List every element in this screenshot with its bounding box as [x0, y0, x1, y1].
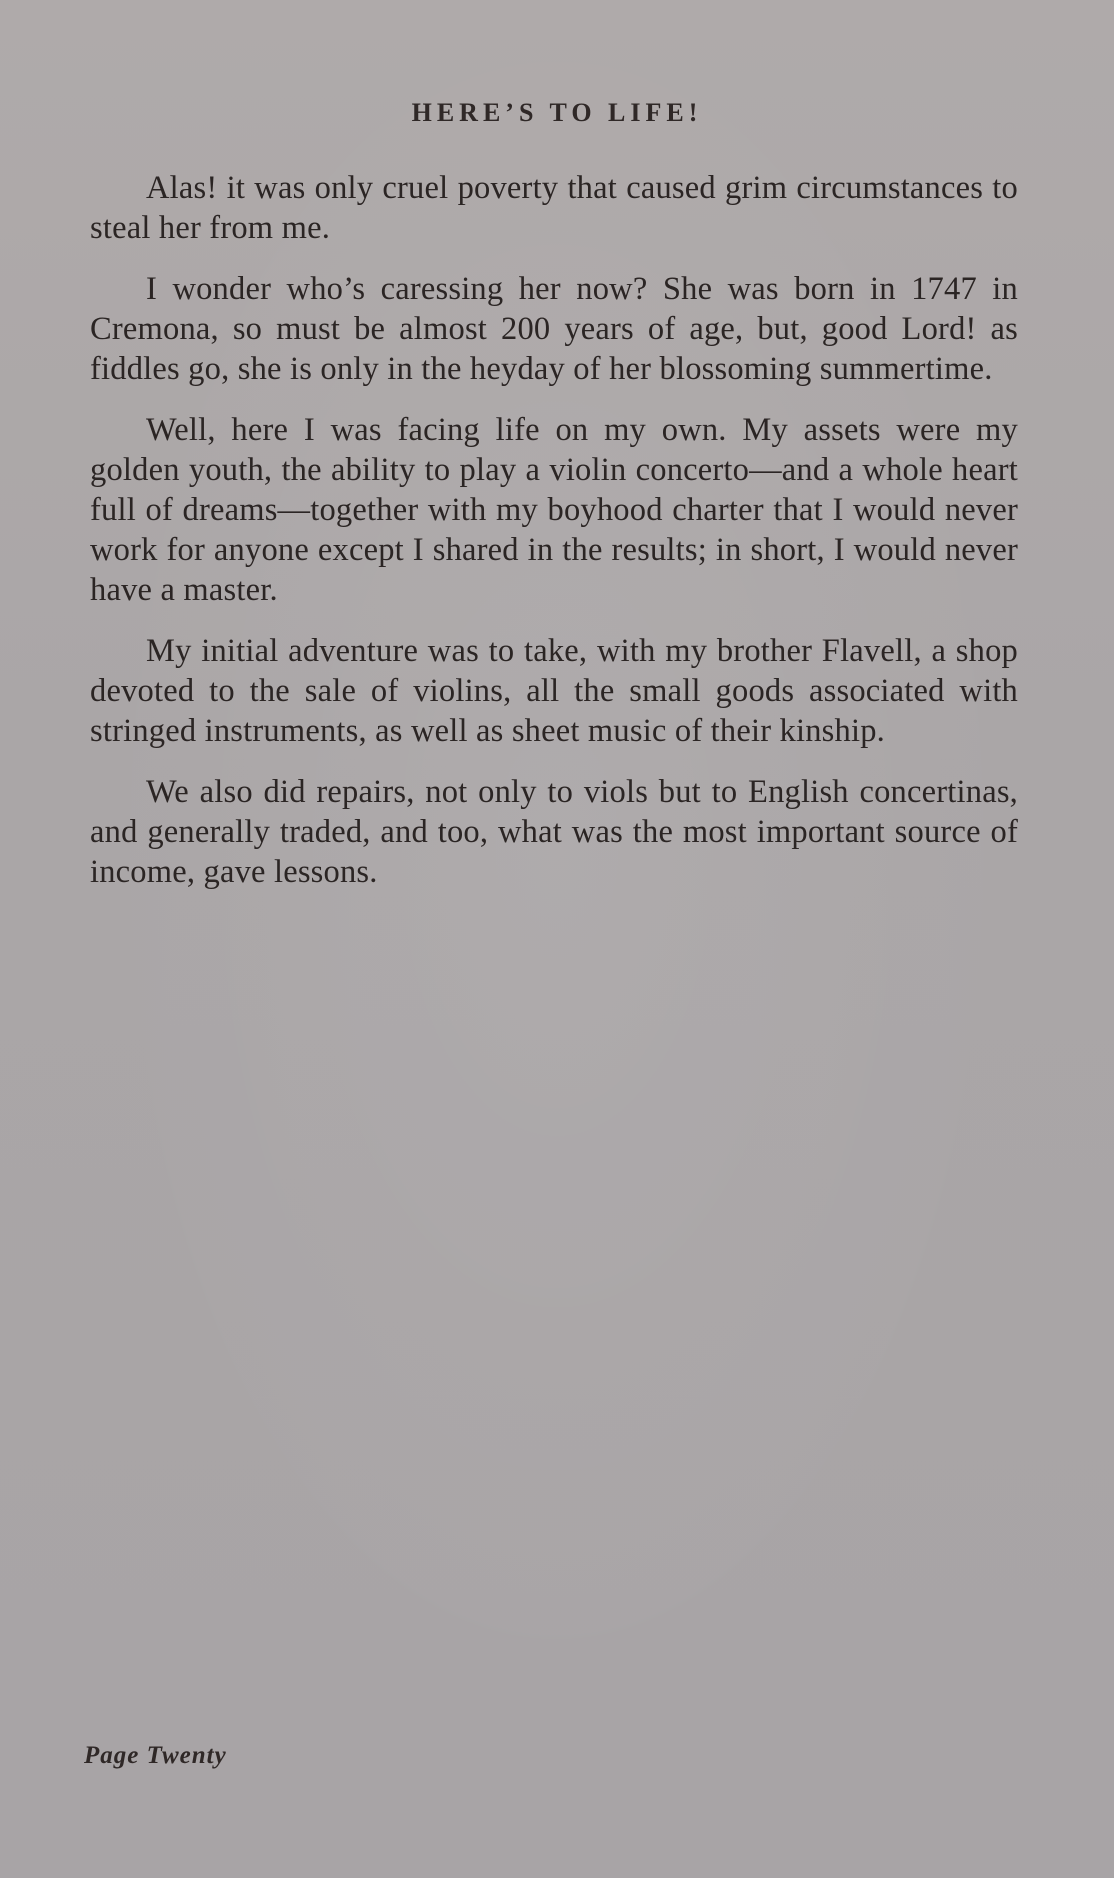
paragraph-2: I wonder who’s caressing her now? She was born in 1747 in Cremona, so must be almost 200 years of age, but, good Lord! as fiddles go, she is only in the heyday of her blossoming summertime.: [90, 271, 1018, 387]
body-text: [90, 168, 1018, 913]
paragraph-1: Alas! it was only cruel poverty that caused grim circumstances to steal her from me.: [90, 170, 1018, 246]
running-head: HERE’S TO LIFE!: [411, 98, 703, 127]
paragraph-4: My initial adventure was to take, with my brother Flavell, a shop devoted to the sale of violins, all the small goods associated with stringed instruments, as well as sheet music of their kinship.: [90, 633, 1018, 749]
page-number: Page Twenty: [84, 1742, 227, 1769]
paragraph-5: We also did repairs, not only to viols but to English concertinas, and generally traded, and too, what was the most important source of income, gave lessons.: [90, 774, 1018, 890]
paragraph-3: Well, here I was facing life on my own. My assets were my golden youth, the ability to play a violin concerto—and a whole heart full of dreams—together with my boyhood charter that I would never work for anyone except I shared in the results; in short, I would never have a master.: [90, 412, 1018, 608]
